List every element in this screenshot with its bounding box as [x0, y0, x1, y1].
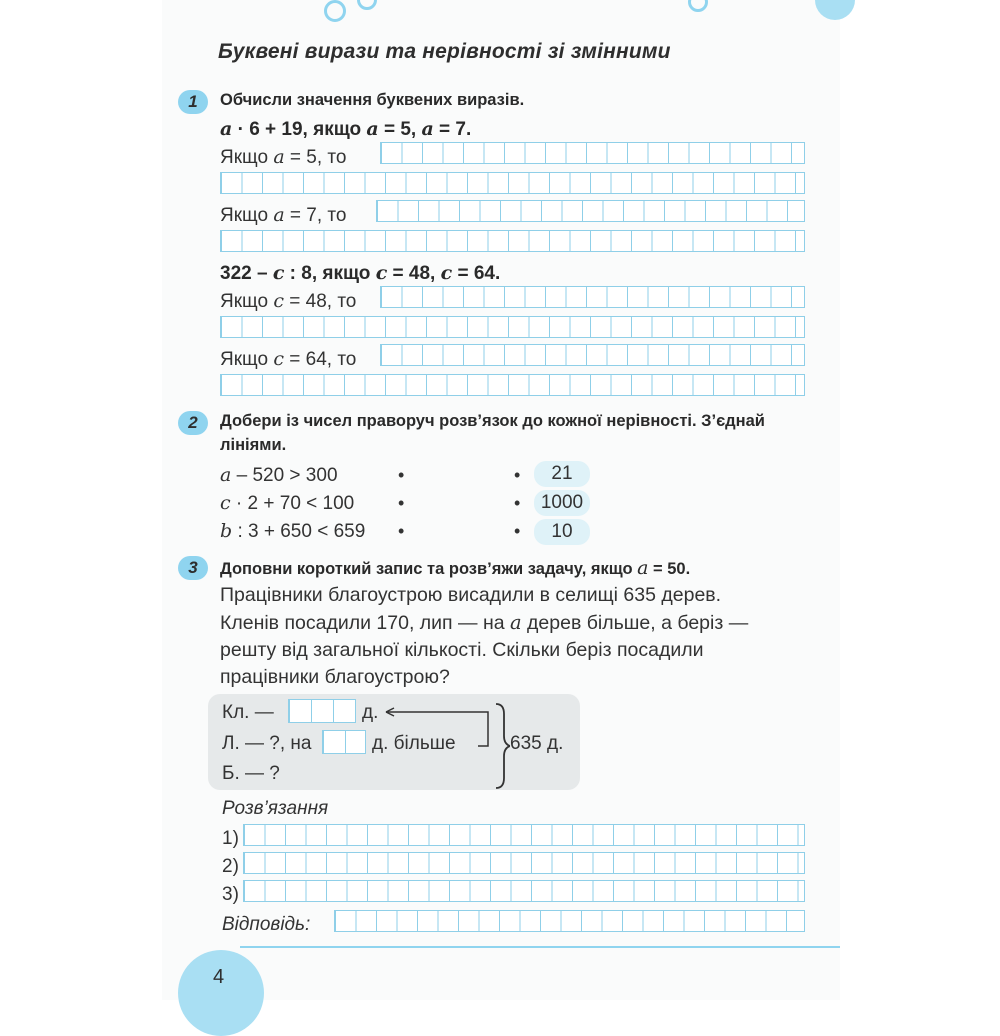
problem-line: решту від загальної кількості. Скільки беріз посадили	[220, 639, 704, 661]
task-number: 1	[188, 92, 198, 111]
expression-text: = 7.	[433, 119, 472, 140]
answer-grid[interactable]	[334, 910, 805, 932]
answer-option: 21	[534, 461, 590, 487]
variable: b	[220, 520, 233, 542]
answer-grid[interactable]	[380, 142, 805, 164]
connect-dot-left[interactable]: •	[398, 493, 405, 513]
task-number-badge	[178, 411, 208, 435]
inequality	[220, 520, 365, 543]
answer-option: 1000	[534, 490, 590, 516]
answer-grid[interactable]	[376, 200, 805, 222]
label-text: = 48, то	[283, 291, 357, 312]
footer-divider	[240, 946, 840, 948]
label-text: Якщо	[220, 147, 274, 168]
label-text: Якщо	[220, 349, 274, 370]
label-text: = 7, то	[284, 205, 347, 226]
answer-grid[interactable]	[243, 824, 805, 846]
label-text: Якщо	[220, 205, 274, 226]
expression-text: = 64.	[452, 263, 501, 284]
scheme-total: 635 д.	[510, 733, 564, 754]
answer-grid[interactable]	[220, 172, 805, 194]
page-number-badge	[178, 950, 264, 1036]
expression-text: = 5,	[378, 119, 422, 140]
step-label: 1)	[222, 828, 239, 849]
task-instruction: Добери із чисел праворуч розв’язок до кожної нерівності. З’єднай	[220, 412, 765, 430]
problem-line: працівники благоустрою?	[220, 666, 450, 688]
label-text: Якщо	[220, 291, 274, 312]
variable: c	[440, 262, 453, 284]
variable: a	[220, 118, 233, 140]
variable: c	[220, 492, 231, 514]
task-instruction: лініями.	[220, 436, 287, 454]
variable: c	[273, 348, 284, 370]
expression	[220, 262, 500, 285]
variable: a	[421, 118, 434, 140]
connect-dot-right[interactable]: •	[514, 465, 521, 485]
variable: a	[637, 557, 649, 579]
variable: a	[273, 204, 285, 226]
answer-grid[interactable]	[380, 286, 805, 308]
instruction-text: Доповни короткий запис та розв’яжи задачу, якщо	[220, 560, 638, 578]
variable: c	[375, 262, 388, 284]
expression-text: : 8, якщо	[284, 263, 376, 284]
scheme-unit: д.	[362, 702, 379, 723]
inequality-text: · 2 + 70 < 100	[230, 493, 355, 514]
calc-line-label	[220, 348, 356, 371]
solution-title: Розв’язання	[222, 798, 329, 819]
connect-dot-left[interactable]: •	[398, 521, 405, 541]
task-instruction: Обчисли значення буквених виразів.	[220, 91, 525, 109]
scheme-row-label: Кл. —	[222, 702, 274, 723]
instruction-text: = 50.	[648, 560, 691, 578]
variable: c	[273, 290, 284, 312]
expression	[220, 118, 471, 141]
page-title: Буквені вирази та нерівності зі змінними	[218, 40, 671, 63]
scheme-unit: д. більше	[372, 733, 456, 754]
problem-text-part: дерев більше, а беріз —	[521, 612, 749, 634]
answer-grid[interactable]	[243, 880, 805, 902]
answer-label: Відповідь:	[222, 914, 311, 935]
calc-line-label	[220, 290, 356, 313]
answer-grid[interactable]	[380, 344, 805, 366]
variable: c	[272, 262, 285, 284]
inequality-text: – 520 > 300	[231, 465, 338, 486]
inequality	[220, 492, 354, 515]
variable: a	[220, 464, 232, 486]
decor-ring-icon	[324, 0, 346, 22]
inequality-text: : 3 + 650 < 659	[232, 521, 366, 542]
answer-grid[interactable]	[220, 374, 805, 396]
expression-text: 322 –	[220, 263, 273, 284]
problem-line	[220, 609, 805, 637]
connect-dot-left[interactable]: •	[398, 465, 405, 485]
arrow-bracket-icon	[380, 700, 510, 790]
variable: a	[510, 611, 522, 634]
step-label: 3)	[222, 884, 239, 905]
calc-line-label	[220, 146, 346, 169]
expression-text: · 6 + 19, якщо	[232, 119, 367, 140]
answer-grid[interactable]	[243, 852, 805, 874]
task-number-badge	[178, 90, 208, 114]
task-instruction	[220, 557, 690, 579]
scheme-input-box[interactable]	[322, 730, 366, 754]
scheme-row-label: Б. — ?	[222, 763, 280, 784]
task-number: 2	[188, 413, 198, 432]
task-number-badge	[178, 556, 208, 580]
problem-text-part: Кленів посадили 170, лип — на	[220, 612, 510, 634]
answer-option: 10	[534, 519, 590, 545]
scheme-input-box[interactable]	[288, 699, 356, 723]
expression-text: = 48,	[387, 263, 441, 284]
variable: a	[273, 146, 285, 168]
connect-dot-right[interactable]: •	[514, 521, 521, 541]
page-number: 4	[213, 966, 225, 988]
problem-line: Працівники благоустрою висадили в селищі 635 дерев.	[220, 584, 722, 606]
label-text: = 5, то	[284, 147, 347, 168]
calc-line-label	[220, 204, 346, 227]
connect-dot-right[interactable]: •	[514, 493, 521, 513]
scheme-row-label: Л. — ?, на	[222, 733, 312, 754]
label-text: = 64, то	[283, 349, 357, 370]
inequality	[220, 464, 338, 487]
answer-grid[interactable]	[220, 230, 805, 252]
problem-text	[220, 582, 805, 691]
task-number: 3	[188, 558, 198, 577]
step-label: 2)	[222, 856, 239, 877]
variable: a	[366, 118, 379, 140]
answer-grid[interactable]	[220, 316, 805, 338]
